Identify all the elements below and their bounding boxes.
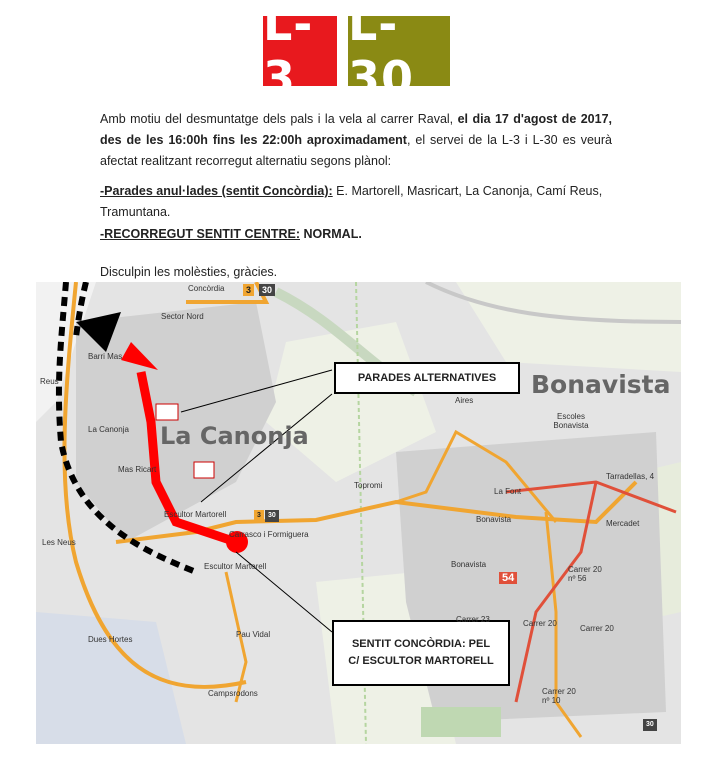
cancelled-stops-label: -Parades anul·lades (sentit Concòrdia): [100, 184, 333, 198]
stop-label: Carrer 20 [523, 619, 557, 628]
intro-text-1: Amb motiu del desmuntatge dels pals i la vela al carrer Raval, [100, 112, 458, 126]
alt-stop-sign [194, 462, 214, 478]
callout-alternative-stops: PARADES ALTERNATIVES [334, 362, 520, 394]
route-tag: 30 [259, 284, 275, 296]
stop-label: Carrer 20 [580, 624, 614, 633]
stop-label: Carrer 20 nº 10 [542, 687, 576, 705]
route-map [36, 282, 681, 744]
stop-label: Barri Mas [88, 352, 123, 361]
stop-label: Dues Hortes [88, 635, 133, 644]
intro-date: el dia 17 d'agost de 2017, des de les 16:00h fins les 22:00h aproximadament [100, 112, 612, 147]
cancelled-stops-list: E. Martorell, Masricart, La Canonja, Camí Reus, Tramuntana. [100, 184, 603, 219]
stop-label: Tarradellas, 4 [606, 472, 655, 481]
stop-label: Mercadet [606, 519, 640, 528]
stop-label: Sector Nord [161, 312, 204, 321]
route-tag: 30 [643, 719, 657, 731]
route-tag: 3 [254, 510, 264, 522]
alt-stop-sign [156, 404, 178, 420]
callout-direction-line1: SENTIT CONCÒRDIA: PEL [351, 638, 491, 650]
line-badge-l30: L-30 [348, 16, 450, 86]
notice-intro [100, 109, 612, 172]
stop-label: Carrer 20 nº 56 [568, 565, 602, 583]
town-label-canonja: La Canonja [160, 422, 309, 450]
apology-text: Disculpin les molèsties, gràcies. [100, 265, 278, 279]
stop-label: Pau Vidal [236, 630, 271, 639]
stop-label: Escultor Martorell [164, 510, 227, 519]
callout-direction-line2: C/ ESCULTOR MARTORELL [348, 655, 494, 667]
stop-label: Bonavista [476, 515, 512, 524]
intro-text-2: , el servei de la L-3 i L-30 es veurà afectat realitzant recorregut alternatiu segons plànol: [100, 133, 612, 168]
stop-label: Les Neus [42, 538, 76, 547]
stop-label: Carrer 23 [456, 615, 490, 624]
line-badge-l3: L-3 [263, 16, 337, 86]
route-centre [100, 224, 612, 245]
stop-label: Escoles Bonavista [553, 412, 589, 430]
stop-label: Concòrdia [188, 284, 225, 293]
stop-label: Campsrodons [208, 689, 258, 698]
stop-label: Aires [455, 396, 474, 405]
town-label-bonavista: Bonavista [531, 370, 671, 399]
sports-field [421, 707, 501, 737]
stop-label: Bonavista [451, 560, 487, 569]
route-tag: 3 [243, 284, 254, 296]
stop-label: Mas Ricart [118, 465, 157, 474]
stop-label: Topromi [354, 481, 383, 490]
route-centre-value: NORMAL. [300, 227, 362, 241]
cancelled-stops [100, 181, 612, 223]
callout-direction [332, 620, 510, 686]
route-tag: 30 [265, 510, 279, 522]
stop-label: Carrasco i Formiguera [229, 530, 309, 539]
stop-label: La Canonja [88, 425, 129, 434]
route-tag: 54 [499, 572, 517, 584]
route-centre-label: -RECORREGUT SENTIT CENTRE: [100, 227, 300, 241]
stop-label: La Font [494, 487, 522, 496]
stop-label: Escultor Martorell [204, 562, 267, 571]
stop-label: Reus [40, 377, 59, 386]
